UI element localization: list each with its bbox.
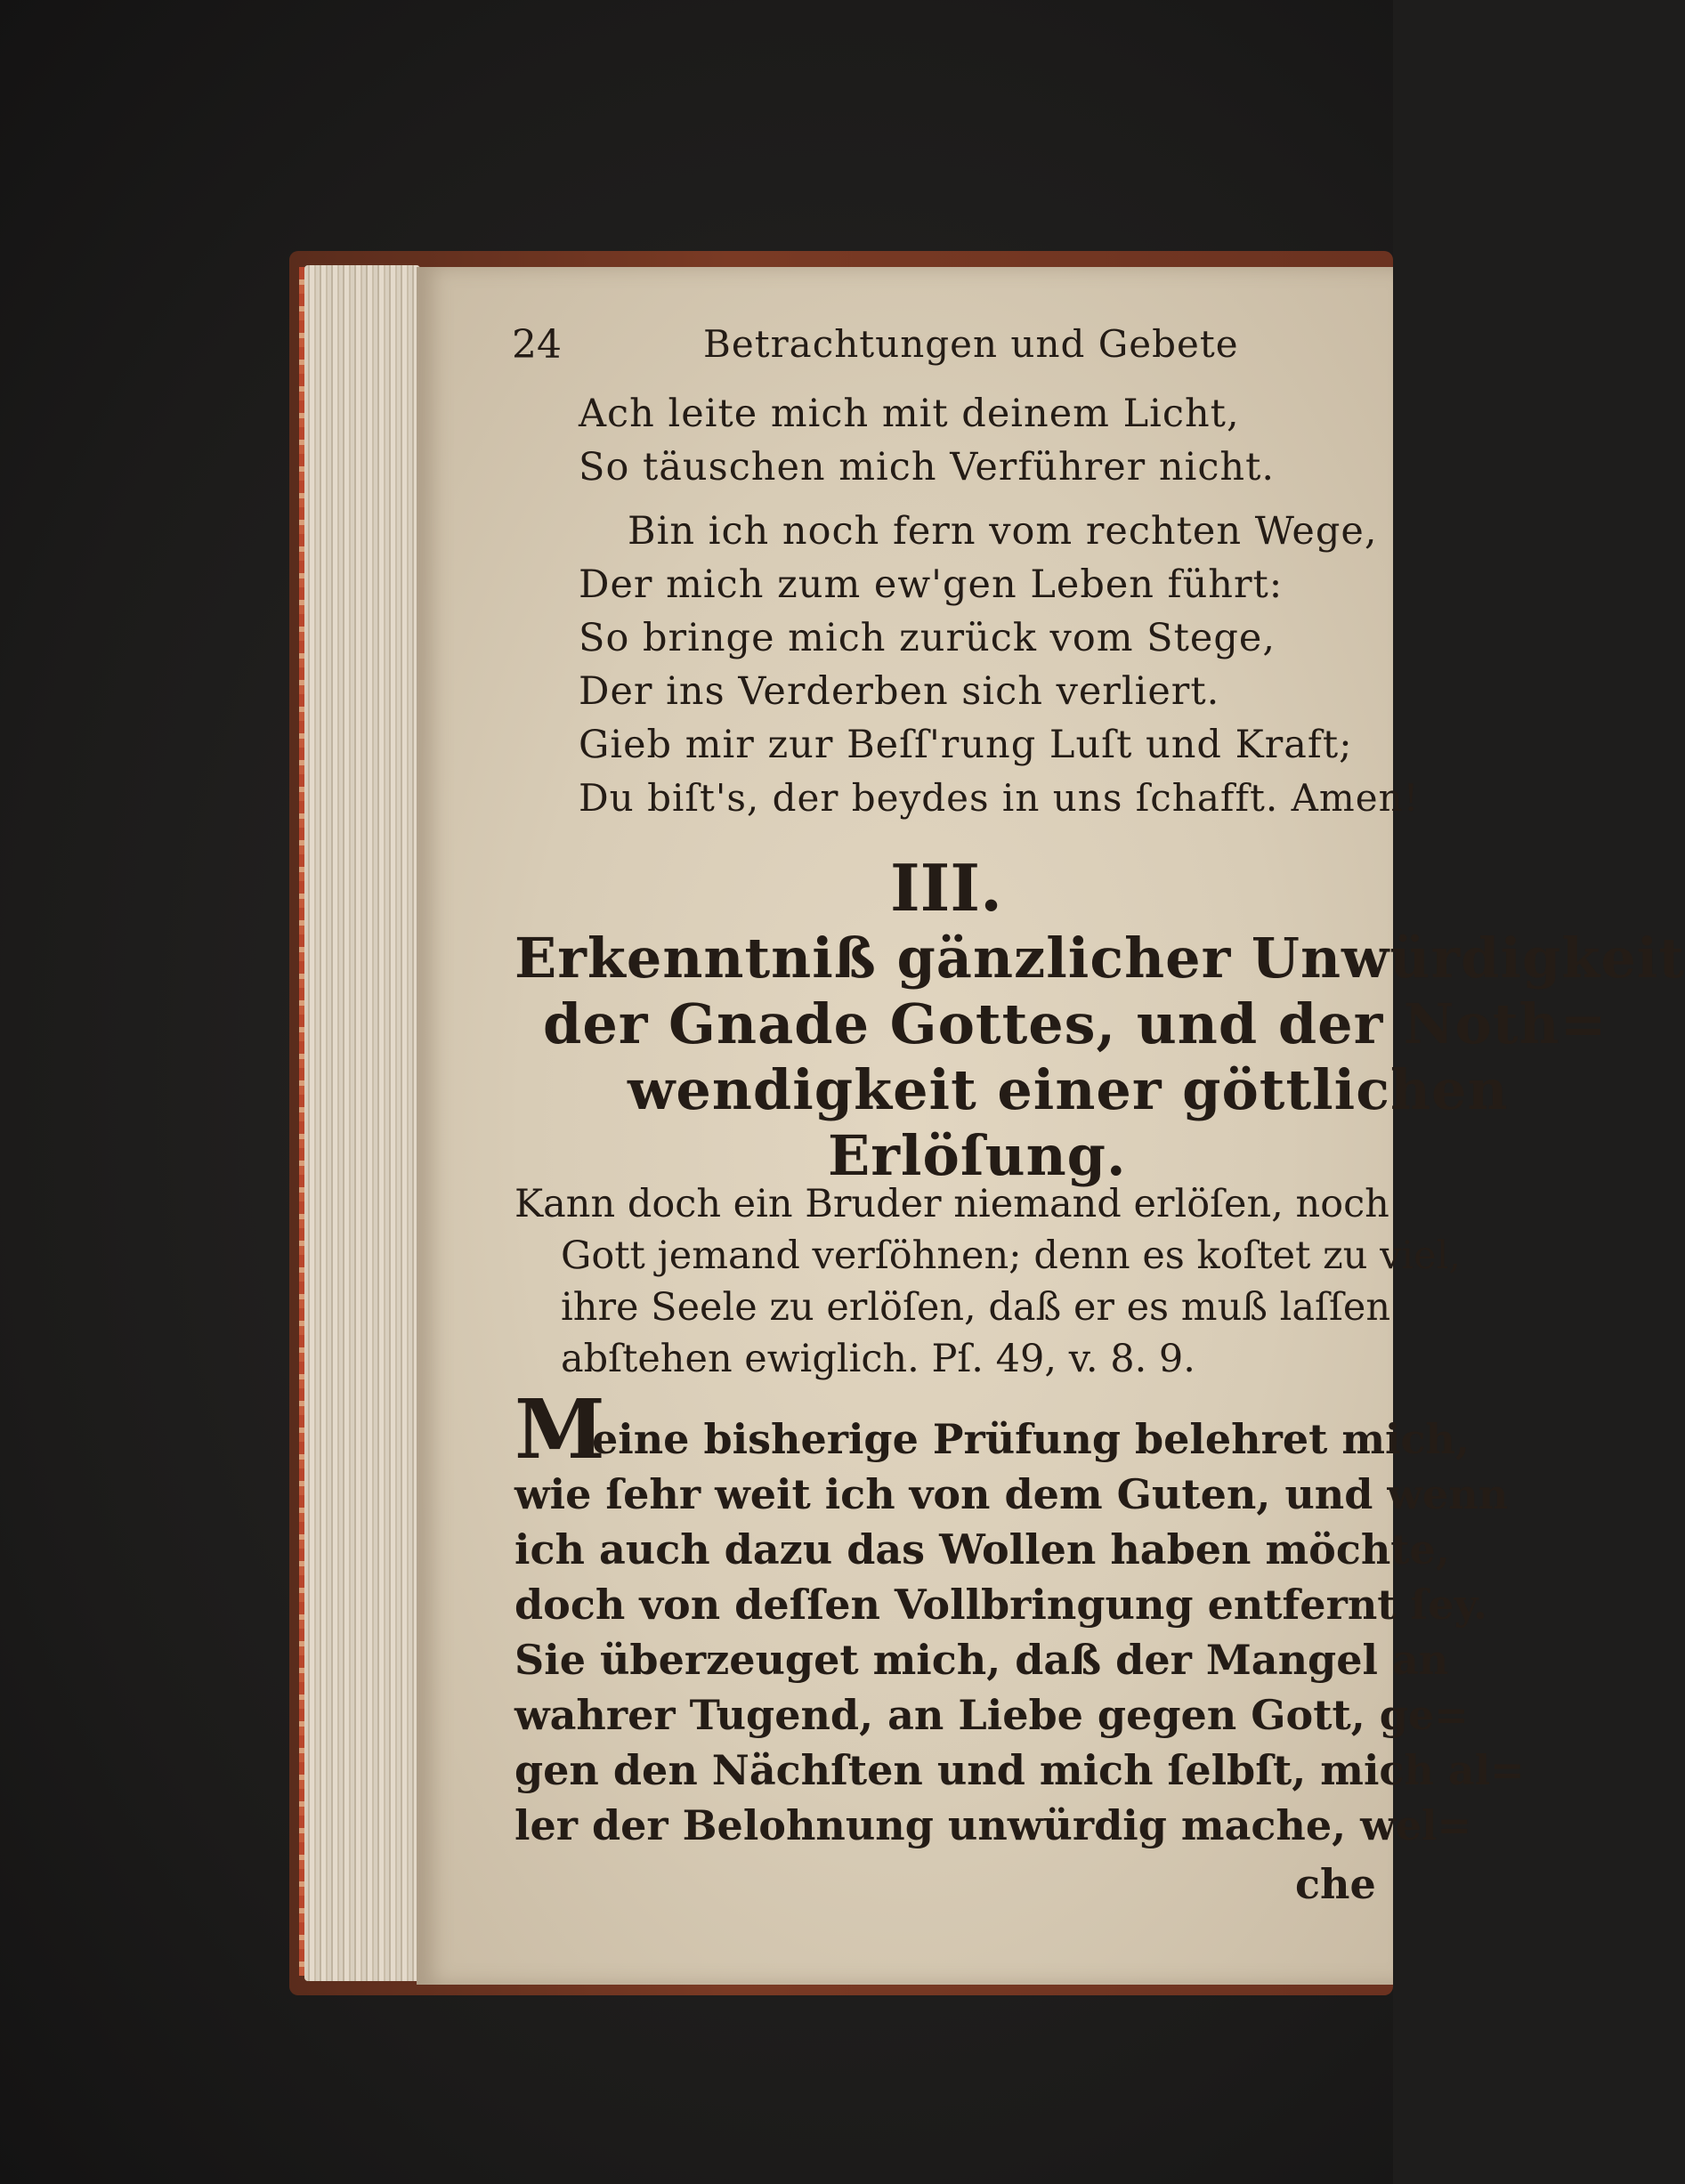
verse-line: Gieb mir zur Beſſ'rung Luſt und Kraft; [579,723,1353,767]
section-number: III. [890,850,1003,926]
section-title-line: wendigkeit einer göttlichen [628,1057,1509,1122]
section-title-line: Erkenntniß gänzlicher Unwürdigkeit [514,926,1685,991]
catchword: che [1295,1860,1376,1908]
motto-line: Gott jemand verſöhnen; denn es koſtet zu viel, [561,1234,1462,1278]
body-line: ler der Belohnung unwürdig mache, wel= [514,1801,1472,1849]
page-edges [304,265,420,1981]
verse-line: Ach leite mich mit deinem Licht, [579,392,1240,436]
body-line: eine bisherige Prüfung belehret mich, [592,1415,1470,1463]
motto-line: Kann doch ein Bruder niemand erlöſen, noch [514,1182,1389,1226]
verse-line: Der ins Verderben sich verliert. [579,669,1220,714]
motto-line: abſtehen ewiglich. Pſ. 49, v. 8. 9. [561,1337,1195,1381]
section-title-line: Erlöſung. [828,1123,1127,1188]
body-line: ich auch dazu das Wollen haben möchte, [514,1525,1450,1573]
section-title-line: der Gnade Gottes, und der Noth= [543,991,1608,1056]
body-line: doch von deſſen Vollbringung entfernt ſey. [514,1581,1488,1629]
body-line: Sie überzeuget mich, daß der Mangel an [514,1636,1449,1684]
verse-line: Bin ich noch fern vom rechten Wege, [628,509,1378,554]
verse-line: So täuschen mich Verführer nicht. [579,445,1276,489]
body-line: wie ſehr weit ich von dem Guten, und wenn [514,1470,1509,1518]
drop-initial: M [514,1381,605,1477]
page-number: 24 [512,322,562,368]
verse-line: Der mich zum ew'gen Leben führt: [579,562,1284,607]
motto-line: ihre Seele zu erlöſen, daß er es muß laſſen [561,1285,1391,1330]
body-line: wahrer Tugend, an Liebe gegen Gott, ge= [514,1691,1469,1739]
verse-line: So bringe mich zurück vom Stege, [579,616,1276,660]
body-line: gen den Nächſten und mich ſelbſt, mich al= [514,1746,1525,1794]
verse-line: Du biſt's, der beydes in uns ſchafft. Amen! [579,776,1420,820]
running-title: Betrachtungen und Gebete [703,322,1239,366]
